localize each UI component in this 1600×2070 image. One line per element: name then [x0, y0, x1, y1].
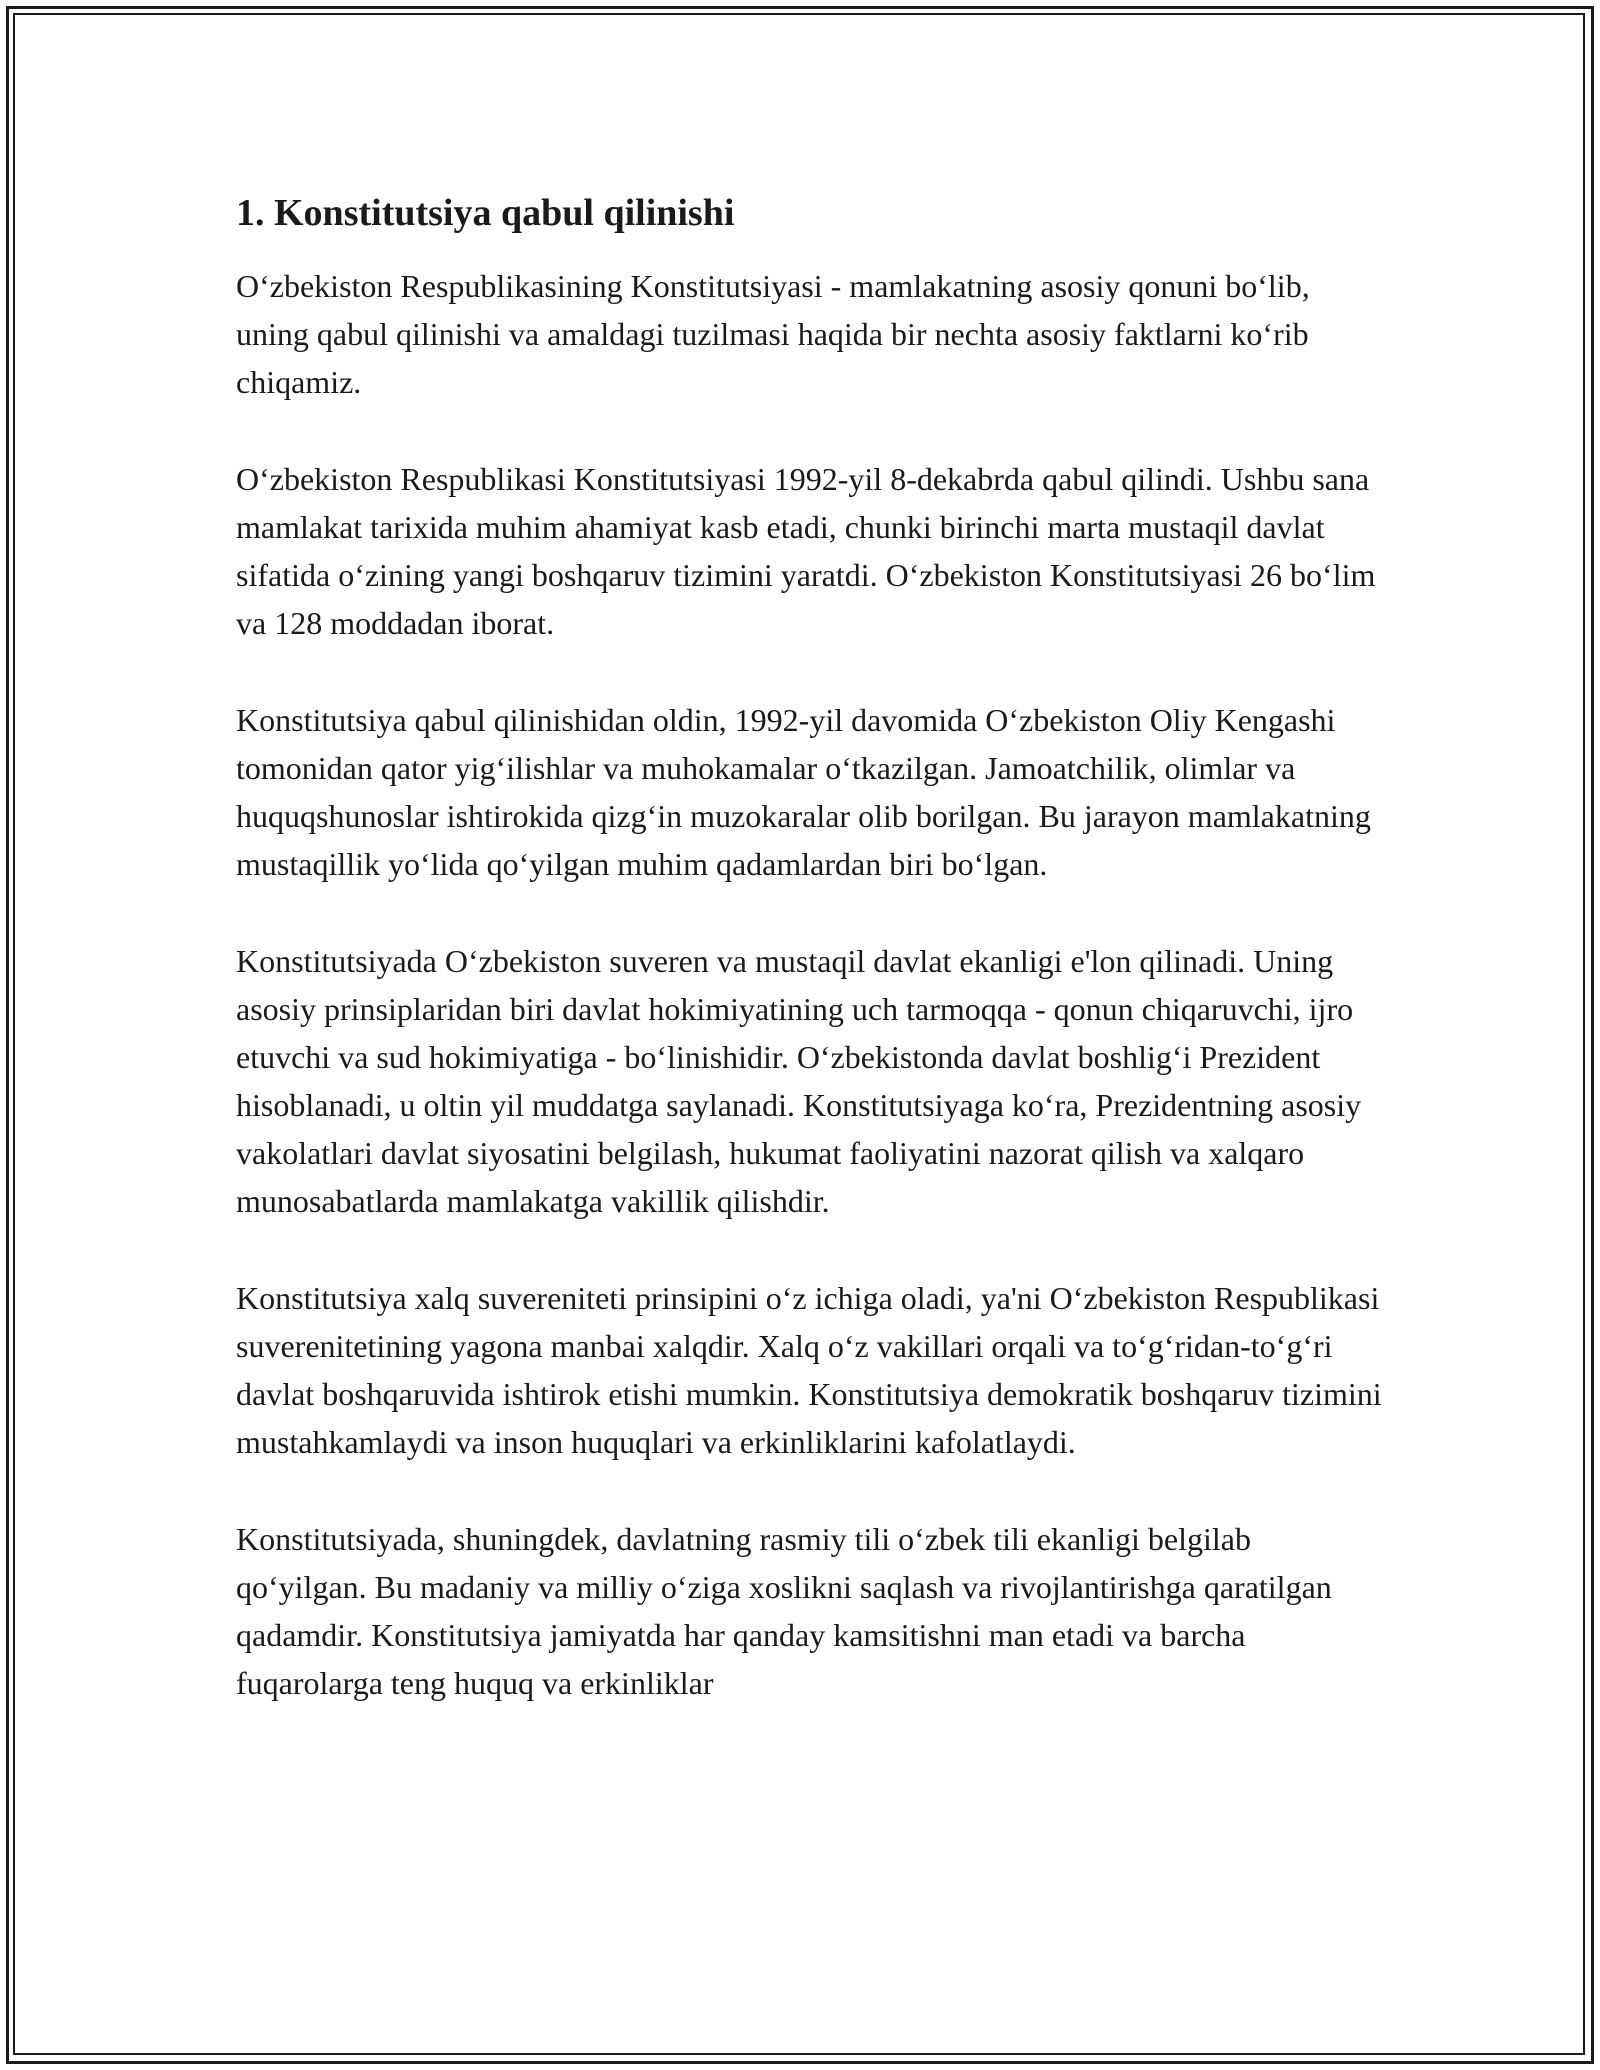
- paragraph-intro: O‘zbekiston Respublikasining Konstitutsiyasi - mamlakatning asosiy qonuni bo‘lib, uning qabul qilinishi va amaldagi tuzilmasi haqida bir nechta asosiy faktlarni ko‘rib chiqamiz.: [236, 268, 1310, 400]
- section-heading: 1. Konstitutsiya qabul qilinishi: [236, 192, 735, 234]
- paragraph-people-sovereignty: Konstitutsiya xalq suvereniteti prinsipini o‘z ichiga oladi, ya'ni O‘zbekiston Respublikasi suverenitetining yagona manbai xalqdir. Xalq o‘z vakillari orqali va to‘g‘ridan-to‘g‘ri davlat boshqaruvida ishtirok etishi mumkin. Konstitutsiya demokratik boshqaruv tizimini mustahkamlaydi va inson huquqlari va erkinliklarini kafolatlaydi.: [236, 1280, 1382, 1460]
- paragraph-discussions: Konstitutsiya qabul qilinishidan oldin, 1992-yil davomida O‘zbekiston Oliy Kengashi tomonidan qator yig‘ilishlar va muhokamalar o‘tkazilgan. Jamoatchilik, olimlar va huquqshunoslar ishtirokida qizg‘in muzokaralar olib borilgan. Bu jarayon mamlakatning mustaqillik yo‘lida qo‘yilgan muhim qadamlardan biri bo‘lgan.: [236, 702, 1371, 882]
- paragraph-adoption-date: O‘zbekiston Respublikasi Konstitutsiyasi 1992-yil 8-dekabrda qabul qilindi. Ushbu sana mamlakat tarixida muhim ahamiyat kasb etadi, chunki birinchi marta mustaqil davlat sifatida o‘zining yangi boshqaruv tizimini yaratdi. O‘zbekiston Konstitutsiyasi 26 bo‘lim va 128 moddadan iborat.: [236, 461, 1376, 641]
- paragraph-state-language: Konstitutsiyada, shuningdek, davlatning rasmiy tili o‘zbek tili ekanligi belgilab qo‘yilgan. Bu madaniy va milliy o‘ziga xoslikni saqlash va rivojlantirishga qaratilgan qadamdir. Konstitutsiya jamiyatda har qanday kamsitishni man etadi va barcha fuqarolarga teng huquq va erkinliklar: [236, 1521, 1332, 1701]
- paragraph-sovereignty-branches: Konstitutsiyada O‘zbekiston suveren va mustaqil davlat ekanligi e'lon qilinadi. Uning asosiy prinsiplaridan biri davlat hokimiyatining uch tarmoqqa - qonun chiqaruvchi, ijro etuvchi va sud hokimiyatiga - bo‘linishidir. O‘zbekistonda davlat boshlig‘i Prezident hisoblanadi, u oltin yil muddatga saylanadi. Konstitutsiyaga ko‘ra, Prezidentning asosiy vakolatlari davlat siyosatini belgilash, hukumat faoliyatini nazorat qilish va xalqaro munosabatlarda mamlakatga vakillik qilishdir.: [236, 943, 1362, 1219]
- document-body: [236, 186, 1386, 1756]
